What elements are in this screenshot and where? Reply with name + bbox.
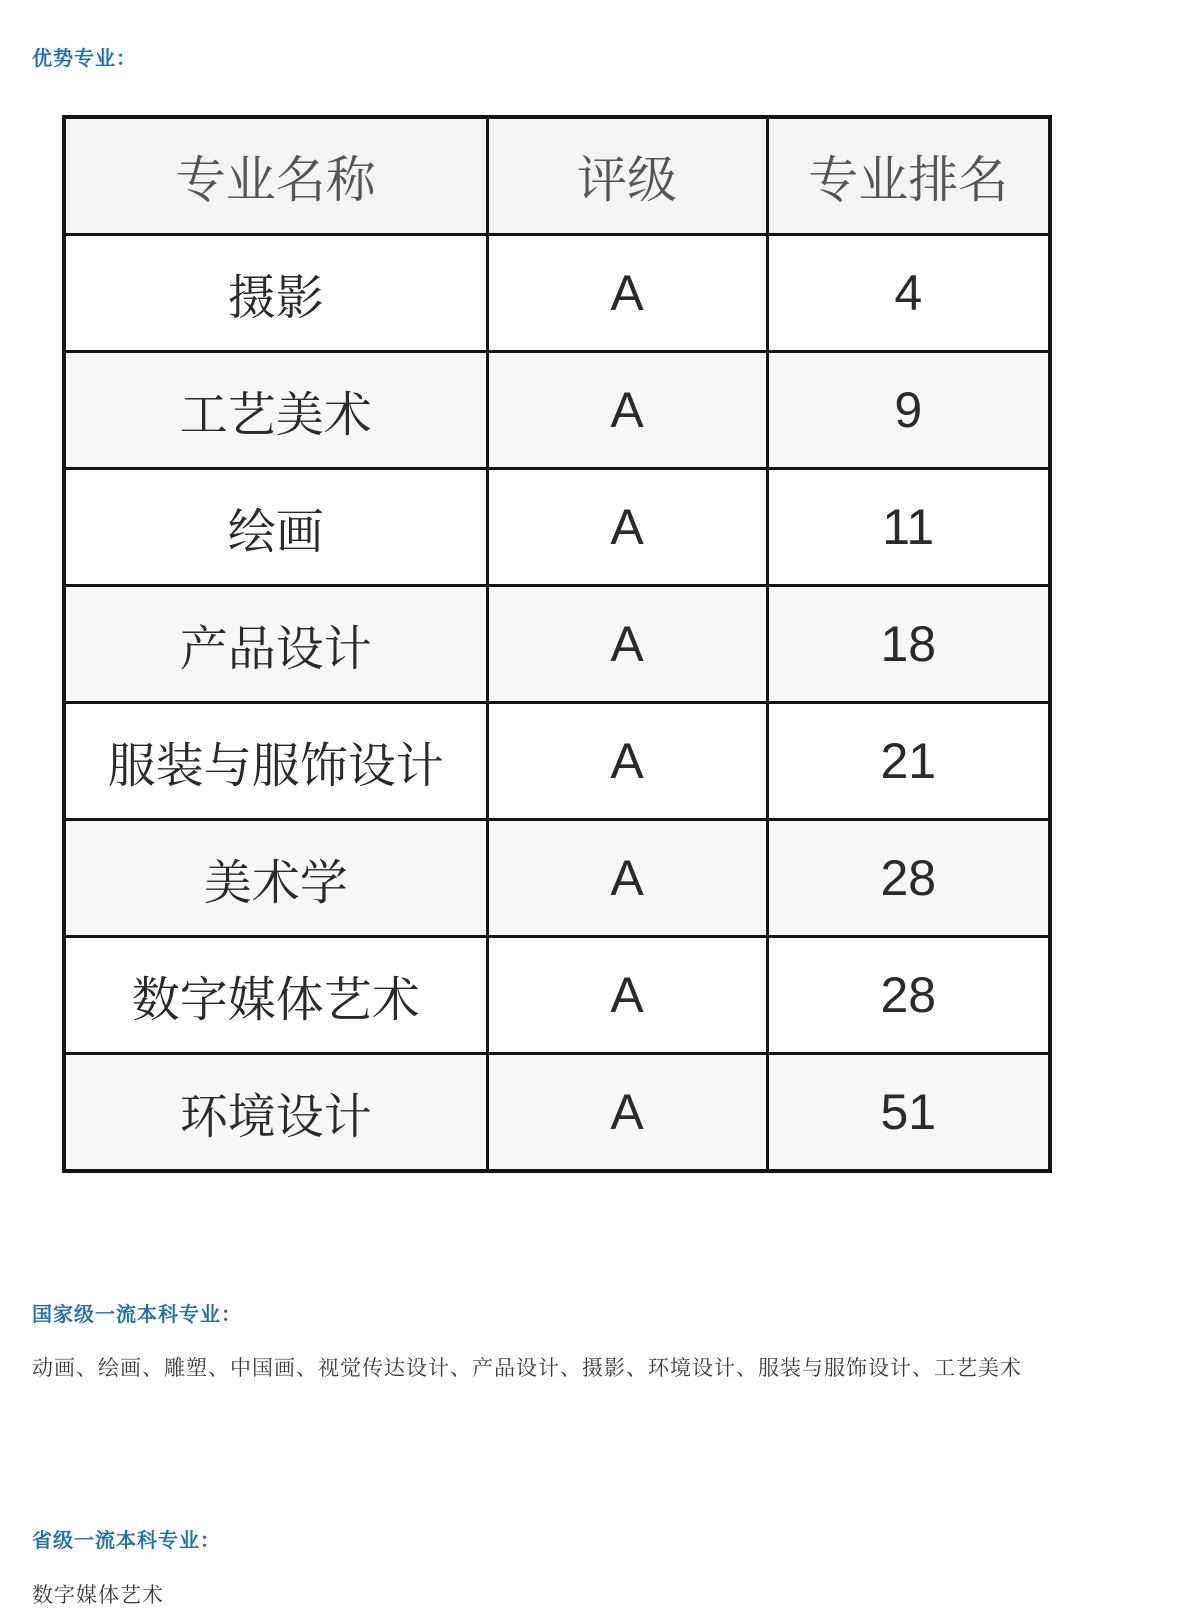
major-name-cell: 美术学 <box>64 820 487 937</box>
grade-cell: A <box>487 586 767 703</box>
rank-cell: 28 <box>767 937 1050 1054</box>
rank-cell: 28 <box>767 820 1050 937</box>
grade-cell: A <box>487 469 767 586</box>
rank-cell: 18 <box>767 586 1050 703</box>
table-row <box>64 1054 1050 1172</box>
advantage-majors-heading: 优势专业： <box>32 46 137 70</box>
provincial-majors-list: 数字媒体艺术 <box>32 1583 164 1607</box>
major-name-cell: 绘画 <box>64 469 487 586</box>
major-name-cell: 数字媒体艺术 <box>64 937 487 1054</box>
table-row <box>64 352 1050 469</box>
rank-cell: 4 <box>767 235 1050 352</box>
rank-cell: 11 <box>767 469 1050 586</box>
table-row <box>64 235 1050 352</box>
table-row <box>64 937 1050 1054</box>
grade-cell: A <box>487 820 767 937</box>
table-row <box>64 469 1050 586</box>
grade-cell: A <box>487 235 767 352</box>
grade-cell: A <box>487 352 767 469</box>
major-name-cell: 产品设计 <box>64 586 487 703</box>
major-name-cell: 工艺美术 <box>64 352 487 469</box>
rank-cell: 21 <box>767 703 1050 820</box>
rank-cell: 9 <box>767 352 1050 469</box>
majors-ranking-table <box>62 115 1052 1173</box>
header-major-name: 专业名称 <box>64 117 487 235</box>
header-rank: 专业排名 <box>767 117 1050 235</box>
major-name-cell: 摄影 <box>64 235 487 352</box>
major-name-cell: 环境设计 <box>64 1054 487 1172</box>
provincial-first-class-heading: 省级一流本科专业： <box>32 1528 221 1552</box>
table-header-row <box>64 117 1050 235</box>
major-name-cell: 服装与服饰设计 <box>64 703 487 820</box>
grade-cell: A <box>487 1054 767 1172</box>
header-grade: 评级 <box>487 117 767 235</box>
national-first-class-heading: 国家级一流本科专业： <box>32 1302 242 1326</box>
table-row <box>64 820 1050 937</box>
grade-cell: A <box>487 703 767 820</box>
rank-cell: 51 <box>767 1054 1050 1172</box>
table-row <box>64 703 1050 820</box>
table-row <box>64 586 1050 703</box>
grade-cell: A <box>487 937 767 1054</box>
national-majors-list: 动画、绘画、雕塑、中国画、视觉传达设计、产品设计、摄影、环境设计、服装与服饰设计、工艺美术 <box>32 1356 1022 1380</box>
